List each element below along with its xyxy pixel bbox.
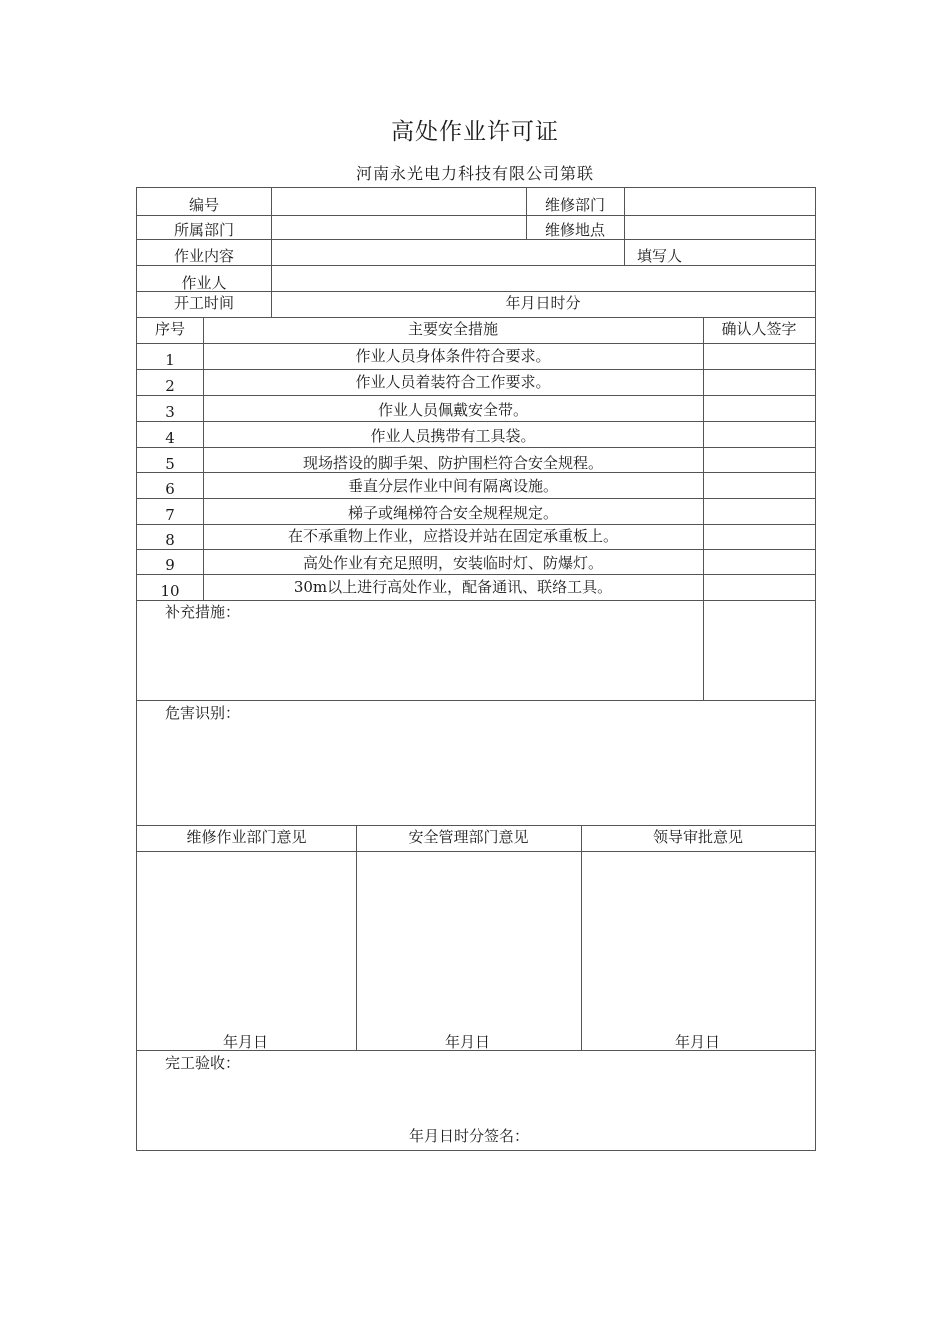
measure-no: 5: [165, 455, 175, 473]
maintenance-location-label: 维修地点: [544, 221, 605, 239]
permit-form: [136, 187, 816, 1151]
start-time-value: 年月日时分: [505, 294, 581, 312]
date-label: 年月日: [675, 1033, 721, 1051]
measure-no: 6: [165, 480, 175, 498]
hazard-label: 危害识别：: [165, 704, 241, 722]
measure-text: 作业人员身体条件符合要求。: [355, 347, 551, 365]
measure-no: 10: [160, 582, 180, 600]
measure-no: 1: [165, 351, 175, 369]
measure-text: 作业人员佩戴安全带。: [377, 401, 528, 419]
measure-no: 8: [165, 531, 175, 549]
measure-no: 9: [165, 556, 175, 574]
measure-text: 现场搭设的脚手架、防护围栏符合安全规程。: [302, 454, 603, 472]
maintenance-dept-label: 维修部门: [544, 196, 605, 214]
supplement-label: 补充措施：: [165, 603, 241, 621]
filler-label: 填写人: [637, 247, 683, 265]
document-title: 高处作业许可证: [391, 119, 559, 145]
measure-text: 作业人员着装符合工作要求。: [355, 373, 551, 391]
measure-text: 在不承重物上作业，应搭设并站在固定承重板上。: [287, 527, 618, 545]
date-label: 年月日: [223, 1033, 269, 1051]
completion-label: 完工验收：: [165, 1054, 241, 1072]
dept-label: 所属部门: [173, 221, 234, 239]
completion-sign-label: 年月日时分签名：: [409, 1127, 530, 1145]
maintenance-opinion-label: 维修作业部门意见: [186, 828, 307, 846]
measure-text: 作业人员携带有工具袋。: [370, 427, 536, 445]
measure-no: 3: [165, 403, 175, 421]
number-label: 编号: [188, 196, 219, 214]
start-time-label: 开工时间: [173, 294, 234, 312]
measure-text: 梯子或绳梯符合安全规程规定。: [347, 504, 558, 522]
measure-text: 30m以上进行高处作业，配备通讯、联络工具。: [293, 578, 613, 596]
company-subtitle: 河南永光电力科技有限公司第联: [355, 164, 594, 183]
measure-text: 高处作业有充足照明，安装临时灯、防爆灯。: [302, 554, 603, 572]
leader-opinion-label: 领导审批意见: [652, 828, 743, 846]
worker-label: 作业人: [181, 274, 227, 292]
safety-opinion-label: 安全管理部门意见: [408, 828, 529, 846]
column-header-seq: 序号: [154, 320, 185, 338]
measure-text: 垂直分层作业中间有隔离设施。: [347, 477, 558, 495]
column-header-measure: 主要安全措施: [407, 320, 498, 338]
column-header-confirm: 确认人签字: [721, 320, 797, 338]
date-label: 年月日: [445, 1033, 491, 1051]
measure-no: 7: [165, 506, 175, 524]
work-content-label: 作业内容: [173, 247, 234, 265]
measure-no: 4: [165, 429, 175, 447]
measure-no: 2: [165, 377, 175, 395]
